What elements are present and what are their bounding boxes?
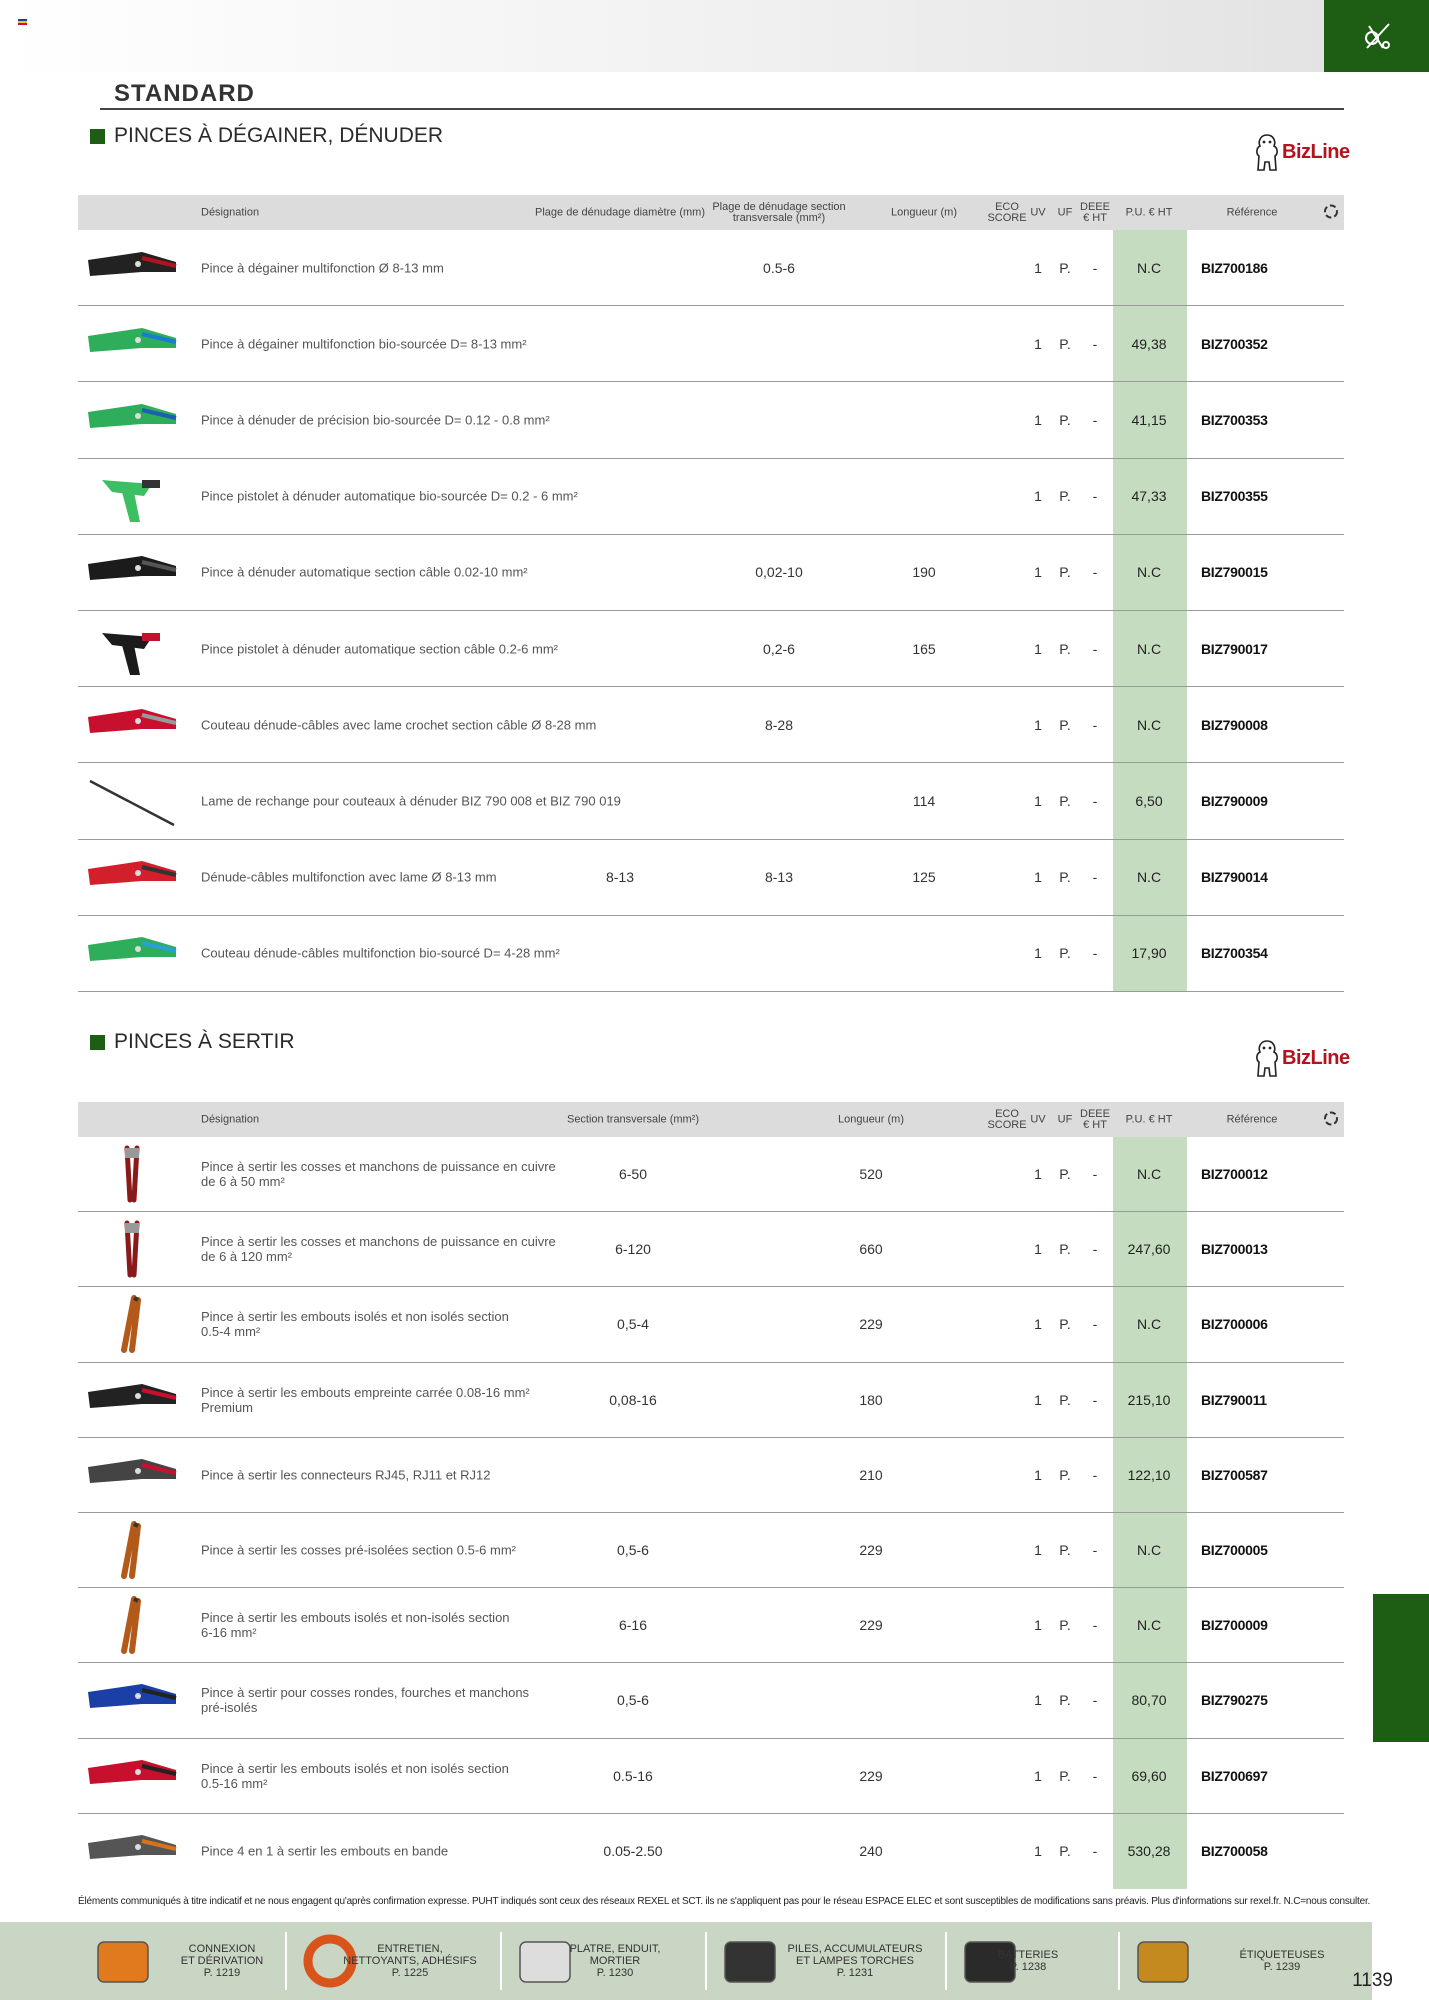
product-image — [82, 619, 182, 679]
product-reference[interactable]: BIZ790017 — [1201, 640, 1268, 657]
table2-title: PINCES À SERTIR — [90, 1030, 295, 1054]
product-image — [82, 1520, 182, 1580]
designation-line: Pince 4 en 1 à sertir les embouts en bande — [201, 1843, 449, 1859]
footer-nav-line: P. 1231 — [836, 1967, 874, 1979]
strip-section-cell: 8-13 — [764, 869, 794, 886]
footer-nav-line: P. 1230 — [596, 1967, 634, 1979]
unit-price-cell: N.C — [1136, 1166, 1162, 1183]
product-reference[interactable]: BIZ700012 — [1201, 1166, 1268, 1183]
square-bullet-icon — [90, 1035, 105, 1050]
recycle-icon — [1324, 204, 1338, 221]
unit-price-cell: 17,90 — [1131, 945, 1167, 962]
uv-cell: 1 — [1034, 792, 1042, 809]
product-image — [82, 390, 182, 450]
product-reference[interactable]: BIZ700354 — [1201, 945, 1268, 962]
precision-stripper-icon — [82, 390, 182, 450]
length-cell: 114 — [912, 792, 936, 809]
uf-cell: P. — [1059, 640, 1071, 657]
footer-nav — [0, 1922, 1372, 2000]
deee-cell: - — [1092, 945, 1098, 962]
designation-line: Pince à sertir les embouts empreinte carrée 0.08-16 mm² — [201, 1384, 530, 1400]
length-cell: 229 — [859, 1316, 883, 1333]
table-row — [78, 382, 1344, 458]
product-reference[interactable]: BIZ790015 — [1201, 564, 1268, 581]
footer-nav-item[interactable] — [0, 1922, 285, 2000]
product-designation: Pince à dénuder de précision bio-sourcée D= 0.12 - 0.8 mm² — [201, 412, 550, 428]
cable-knife-icon — [82, 695, 182, 755]
uf-cell: P. — [1059, 1617, 1071, 1634]
section-cell: 0.5-16 — [613, 1767, 653, 1784]
product-designation: Dénude-câbles multifonction avec lame Ø 8-13 mm — [201, 869, 497, 885]
uv-cell: 1 — [1034, 716, 1042, 733]
product-reference[interactable]: BIZ700186 — [1201, 259, 1268, 276]
product-reference[interactable]: BIZ790275 — [1201, 1692, 1268, 1709]
uv-cell: 1 — [1034, 411, 1042, 428]
deee-cell: - — [1092, 335, 1098, 352]
table2-header: Désignation Section transversale (mm²) Longueur (m) ECO SCORE UV UF DEEE € HT P.U. € HT Référence — [78, 1102, 1344, 1137]
footnote: Éléments communiqués à titre indicatif et ne nous engagent qu'après confirmation expresse. PUHT indiqués sont ceux des réseaux REXEL et SCT. ils ne s'appliquent pas pour le réseau ESPACE ELEC et sont susceptibles de modifications sans préavis. Plus d'informations sur rexel.fr. N.C=nous consulter. — [78, 1896, 1371, 1907]
deee-cell: - — [1092, 488, 1098, 505]
product-designation — [201, 1234, 556, 1264]
length-cell: 165 — [912, 640, 936, 657]
uv-cell: 1 — [1034, 869, 1042, 886]
footer-nav-line: P. 1225 — [391, 1967, 429, 1979]
footer-nav-line: NETTOYANTS, ADHÉSIFS — [343, 1955, 477, 1967]
product-reference[interactable]: BIZ700587 — [1201, 1466, 1268, 1483]
product-reference[interactable]: BIZ790008 — [1201, 716, 1268, 733]
designation-line: pré-isolés — [201, 1700, 258, 1716]
product-designation: Pince à dénuder automatique section câble 0.02-10 mm² — [201, 564, 528, 580]
length-cell: 520 — [859, 1166, 883, 1183]
product-designation — [201, 1844, 448, 1859]
uv-cell: 1 — [1034, 1542, 1042, 1559]
strip-section-cell: 8-28 — [764, 716, 794, 733]
pistol-stripper-green-icon — [82, 466, 182, 526]
uf-cell: P. — [1059, 1316, 1071, 1333]
designation-line: Pince à sertir les cosses et manchons de puissance en cuivre — [201, 1159, 556, 1175]
rj45-crimper-icon — [82, 1445, 182, 1505]
top-band — [0, 0, 1324, 72]
uv-cell: 1 — [1034, 1391, 1042, 1408]
deee-cell: - — [1092, 1241, 1098, 1258]
designation-line: Premium — [201, 1399, 254, 1415]
unit-price-cell: N.C — [1136, 1617, 1162, 1634]
product-reference[interactable]: BIZ700355 — [1201, 488, 1268, 505]
table-row — [78, 840, 1344, 916]
footer-nav-line: P. 1238 — [1009, 1961, 1047, 1973]
strip-section-cell: 0.5-6 — [763, 259, 795, 276]
unit-price-cell: N.C — [1136, 716, 1162, 733]
product-reference[interactable]: BIZ700697 — [1201, 1767, 1268, 1784]
footer-nav-item[interactable] — [285, 1922, 500, 2000]
uf-cell: P. — [1059, 335, 1071, 352]
uv-cell: 1 — [1034, 335, 1042, 352]
deee-cell: - — [1092, 1166, 1098, 1183]
table-row — [78, 1739, 1344, 1814]
page-section-title: STANDARD — [114, 80, 255, 107]
unit-price-cell: 530,28 — [1127, 1843, 1171, 1860]
cable-stripper-red-icon — [82, 847, 182, 907]
uv-cell: 1 — [1034, 1466, 1042, 1483]
deee-cell: - — [1092, 1843, 1098, 1860]
footer-nav-item[interactable] — [945, 1922, 1118, 2000]
designation-line: de 6 à 50 mm² — [201, 1174, 285, 1190]
pistol-stripper-black-icon — [82, 619, 182, 679]
product-reference[interactable]: BIZ700013 — [1201, 1241, 1268, 1258]
deee-cell: - — [1092, 869, 1098, 886]
ferrule-crimper-icon — [82, 1294, 182, 1354]
product-designation — [201, 1543, 516, 1558]
title-divider — [100, 108, 1344, 110]
uv-cell: 1 — [1034, 1843, 1042, 1860]
footer-nav-line: CONNEXION — [188, 1943, 256, 1955]
product-image — [82, 1821, 182, 1881]
uf-cell: P. — [1059, 259, 1071, 276]
length-cell: 180 — [859, 1391, 883, 1408]
deee-cell: - — [1092, 1767, 1098, 1784]
length-cell: 240 — [859, 1843, 883, 1860]
product-image — [82, 1670, 182, 1730]
uv-cell: 1 — [1034, 640, 1042, 657]
table-row — [78, 1814, 1344, 1889]
deee-cell: - — [1092, 1316, 1098, 1333]
product-reference[interactable]: BIZ700006 — [1201, 1316, 1268, 1333]
deee-cell: - — [1092, 1391, 1098, 1408]
designation-line: Pince à sertir pour cosses rondes, fourches et manchons — [201, 1685, 530, 1701]
deee-cell: - — [1092, 259, 1098, 276]
unit-price-cell: 215,10 — [1127, 1391, 1171, 1408]
uf-cell: P. — [1059, 488, 1071, 505]
product-designation: Couteau dénude-câbles avec lame crochet section câble Ø 8-28 mm — [201, 717, 597, 733]
footer-nav-label — [181, 1943, 264, 1979]
deee-cell: - — [1092, 716, 1098, 733]
footer-nav-line: ET LAMPES TORCHES — [796, 1955, 914, 1967]
section-corner-tab — [1324, 0, 1429, 72]
table-row — [78, 916, 1344, 992]
footer-nav-item[interactable] — [705, 1922, 945, 2000]
unit-price-cell: 69,60 — [1131, 1767, 1167, 1784]
product-designation — [201, 1761, 509, 1791]
flashlight-icon — [715, 1932, 785, 1990]
product-image — [82, 771, 182, 831]
table-row — [78, 1663, 1344, 1738]
recycle-icon — [1324, 1111, 1338, 1128]
cable-stripper-green-icon — [82, 314, 182, 374]
strip-diameter-cell: 8-13 — [605, 869, 635, 886]
product-designation — [201, 1385, 530, 1415]
product-reference[interactable]: BIZ700058 — [1201, 1843, 1268, 1860]
page-number: 1139 — [1352, 1970, 1393, 1991]
product-designation: Lame de rechange pour couteaux à dénuder BIZ 790 008 et BIZ 790 019 — [201, 793, 621, 809]
flag-icon — [18, 19, 27, 25]
length-cell: 190 — [912, 564, 936, 581]
uv-cell: 1 — [1034, 564, 1042, 581]
section-cell: 6-50 — [618, 1166, 648, 1183]
footer-nav-line: MORTIER — [589, 1955, 641, 1967]
unit-price-cell: 122,10 — [1127, 1466, 1171, 1483]
table-row — [78, 1588, 1344, 1663]
unit-price-cell: N.C — [1136, 869, 1162, 886]
uf-cell: P. — [1059, 792, 1071, 809]
uv-cell: 1 — [1034, 1241, 1042, 1258]
section-cell: 0,5-4 — [617, 1316, 649, 1333]
footer-nav-line: P. 1239 — [1263, 1961, 1301, 1973]
strip-section-cell: 0,2-6 — [763, 640, 795, 657]
unit-price-cell: N.C — [1136, 259, 1162, 276]
product-designation — [201, 1309, 509, 1339]
product-image — [82, 542, 182, 602]
table-row — [78, 459, 1344, 535]
designation-line: 0.5-16 mm² — [201, 1775, 268, 1791]
product-image — [82, 1294, 182, 1354]
footer-nav-label — [1240, 1949, 1325, 1973]
product-image — [82, 1445, 182, 1505]
spare-blade-icon — [82, 771, 182, 831]
table1-header: Désignation Plage de dénudage diamètre (mm) Plage de dénudage section transversale (mm²) Longueur (m) ECO SCORE UV UF DEEE € HT P.U. € HT Référence — [78, 195, 1344, 230]
deee-cell: - — [1092, 1692, 1098, 1709]
uv-cell: 1 — [1034, 1692, 1042, 1709]
footer-nav-label — [343, 1943, 476, 1979]
product-reference[interactable]: BIZ700005 — [1201, 1542, 1268, 1559]
table-row — [78, 1212, 1344, 1287]
square-crimper-icon — [82, 1370, 182, 1430]
section-cell: 6-16 — [618, 1617, 648, 1634]
length-cell: 229 — [859, 1617, 883, 1634]
product-image — [82, 314, 182, 374]
table-row — [78, 687, 1344, 763]
designation-line: 0.5-4 mm² — [201, 1324, 261, 1340]
designation-line: 6-16 mm² — [201, 1625, 257, 1641]
unit-price-cell: N.C — [1136, 1542, 1162, 1559]
product-image — [82, 1746, 182, 1806]
section-cell: 0,5-6 — [617, 1542, 649, 1559]
footer-nav-line: P. 1219 — [203, 1967, 241, 1979]
table-row — [78, 230, 1344, 306]
uf-cell: P. — [1059, 411, 1071, 428]
designation-line: Pince à sertir les embouts isolés et non isolés section — [201, 1760, 509, 1776]
footer-nav-line: ENTRETIEN, — [377, 1943, 443, 1955]
footer-nav-label — [998, 1949, 1058, 1973]
length-cell: 210 — [859, 1466, 883, 1483]
deee-cell: - — [1092, 792, 1098, 809]
unit-price-cell: N.C — [1136, 640, 1162, 657]
band-crimper-icon — [82, 1821, 182, 1881]
square-bullet-icon — [90, 129, 105, 144]
uf-cell: P. — [1059, 1767, 1071, 1784]
deee-cell: - — [1092, 411, 1098, 428]
product-designation — [201, 1467, 491, 1482]
unit-price-cell: 41,15 — [1131, 411, 1167, 428]
footer-nav-label — [788, 1943, 923, 1979]
blue-crimper-icon — [82, 1670, 182, 1730]
ferrule-crimper-icon — [82, 1595, 182, 1655]
strip-section-cell: 0,02-10 — [755, 564, 803, 581]
product-image — [82, 1144, 182, 1204]
side-tab — [1373, 1594, 1429, 1742]
product-image — [82, 466, 182, 526]
table-row — [78, 611, 1344, 687]
uv-cell: 1 — [1034, 1316, 1042, 1333]
product-designation: Pince à dégainer multifonction Ø 8-13 mm — [201, 260, 444, 276]
section-cell: 0.05-2.50 — [603, 1843, 663, 1860]
length-cell: 660 — [859, 1241, 883, 1258]
table-row — [78, 1513, 1344, 1588]
deee-cell: - — [1092, 564, 1098, 581]
footer-separator — [945, 1932, 947, 1990]
uv-cell: 1 — [1034, 1166, 1042, 1183]
table-row — [78, 1137, 1344, 1212]
footer-separator — [285, 1932, 287, 1990]
long-crimper-icon — [82, 1144, 182, 1204]
table-row — [78, 763, 1344, 839]
footer-nav-label — [570, 1943, 661, 1979]
uv-cell: 1 — [1034, 945, 1042, 962]
mascot-icon — [1254, 1038, 1280, 1078]
footer-separator — [500, 1932, 502, 1990]
uf-cell: P. — [1059, 1542, 1071, 1559]
product-designation: Pince pistolet à dénuder automatique bio-sourcée D= 0.2 - 6 mm² — [201, 488, 578, 504]
deee-cell: - — [1092, 1542, 1098, 1559]
product-designation: Pince pistolet à dénuder automatique section câble 0.2-6 mm² — [201, 641, 558, 657]
unit-price-cell: 247,60 — [1127, 1241, 1171, 1258]
table-row — [78, 535, 1344, 611]
uf-cell: P. — [1059, 1241, 1071, 1258]
uf-cell: P. — [1059, 1843, 1071, 1860]
designation-line: Pince à sertir les embouts isolés et non-isolés section — [201, 1610, 510, 1626]
product-image — [82, 1595, 182, 1655]
product-designation — [201, 1610, 510, 1640]
footer-nav-line: BATTERIES — [997, 1949, 1059, 1961]
uf-cell: P. — [1059, 1692, 1071, 1709]
uf-cell: P. — [1059, 1466, 1071, 1483]
product-reference[interactable]: BIZ700352 — [1201, 335, 1268, 352]
brand-logo: BizLine — [1254, 1038, 1350, 1078]
uf-cell: P. — [1059, 716, 1071, 733]
designation-line: Pince à sertir les connecteurs RJ45, RJ11 et RJ12 — [201, 1467, 491, 1483]
automatic-stripper-icon — [82, 542, 182, 602]
deee-cell: - — [1092, 1617, 1098, 1634]
table-row — [78, 306, 1344, 382]
product-reference[interactable]: BIZ790011 — [1201, 1391, 1267, 1408]
footer-nav-item[interactable] — [1118, 1922, 1372, 2000]
uv-cell: 1 — [1034, 1617, 1042, 1634]
footer-nav-line: ÉTIQUETEUSES — [1239, 1949, 1325, 1961]
deee-cell: - — [1092, 1466, 1098, 1483]
product-reference[interactable]: BIZ700353 — [1201, 411, 1268, 428]
section-cell: 0,08-16 — [609, 1391, 657, 1408]
product-designation — [201, 1685, 529, 1715]
section-cell: 0,5-6 — [617, 1692, 649, 1709]
unit-price-cell: N.C — [1136, 564, 1162, 581]
product-designation — [201, 1159, 556, 1189]
designation-line: Pince à sertir les cosses et manchons de puissance en cuivre — [201, 1234, 556, 1250]
footer-separator — [1118, 1932, 1120, 1990]
deee-cell: - — [1092, 640, 1098, 657]
unit-price-cell: 47,33 — [1131, 488, 1167, 505]
uf-cell: P. — [1059, 869, 1071, 886]
table1-title: PINCES À DÉGAINER, DÉNUDER — [90, 124, 443, 148]
table-row — [78, 1287, 1344, 1362]
uv-cell: 1 — [1034, 259, 1042, 276]
table-row — [78, 1363, 1344, 1438]
product-image — [82, 923, 182, 983]
product-image — [82, 695, 182, 755]
length-cell: 125 — [912, 869, 936, 886]
red-crimper-icon — [82, 1746, 182, 1806]
designation-line: Pince à sertir les embouts isolés et non isolés section — [201, 1309, 509, 1325]
uf-cell: P. — [1059, 945, 1071, 962]
uv-cell: 1 — [1034, 1767, 1042, 1784]
table-row — [78, 1438, 1344, 1513]
product-image — [82, 238, 182, 298]
cable-stripper-black-icon — [82, 238, 182, 298]
connector-icon — [88, 1932, 158, 1990]
footer-nav-line: PLATRE, ENDUIT, — [569, 1943, 661, 1955]
mascot-icon — [1254, 132, 1280, 172]
product-reference[interactable]: BIZ790014 — [1201, 869, 1268, 886]
product-reference[interactable]: BIZ700009 — [1201, 1617, 1268, 1634]
product-image — [82, 1219, 182, 1279]
unit-price-cell: 6,50 — [1135, 792, 1163, 809]
ferrule-crimper-icon — [82, 1520, 182, 1580]
product-image — [82, 847, 182, 907]
length-cell: 229 — [859, 1542, 883, 1559]
designation-line: de 6 à 120 mm² — [201, 1249, 293, 1265]
length-cell: 229 — [859, 1767, 883, 1784]
footer-nav-item[interactable] — [500, 1922, 705, 2000]
unit-price-cell: 80,70 — [1131, 1692, 1167, 1709]
unit-price-cell: N.C — [1136, 1316, 1162, 1333]
label-printer-icon — [1128, 1932, 1198, 1990]
product-designation: Pince à dégainer multifonction bio-sourcée D= 8-13 mm² — [201, 336, 527, 352]
product-reference[interactable]: BIZ790009 — [1201, 792, 1268, 809]
brand-logo: BizLine — [1254, 132, 1350, 172]
tools-icon — [1359, 18, 1395, 54]
cable-knife-green-icon — [82, 923, 182, 983]
unit-price-cell: 49,38 — [1131, 335, 1167, 352]
uf-cell: P. — [1059, 1391, 1071, 1408]
footer-nav-line: PILES, ACCUMULATEURS — [787, 1943, 923, 1955]
uf-cell: P. — [1059, 1166, 1071, 1183]
footer-nav-line: ET DÉRIVATION — [180, 1955, 264, 1967]
uv-cell: 1 — [1034, 488, 1042, 505]
section-cell: 6-120 — [615, 1241, 651, 1258]
designation-line: Pince à sertir les cosses pré-isolées section 0.5-6 mm² — [201, 1542, 517, 1558]
product-image — [82, 1370, 182, 1430]
uf-cell: P. — [1059, 564, 1071, 581]
product-designation: Couteau dénude-câbles multifonction bio-sourcé D= 4-28 mm² — [201, 945, 560, 961]
footer-separator — [705, 1932, 707, 1990]
long-crimper-icon — [82, 1219, 182, 1279]
